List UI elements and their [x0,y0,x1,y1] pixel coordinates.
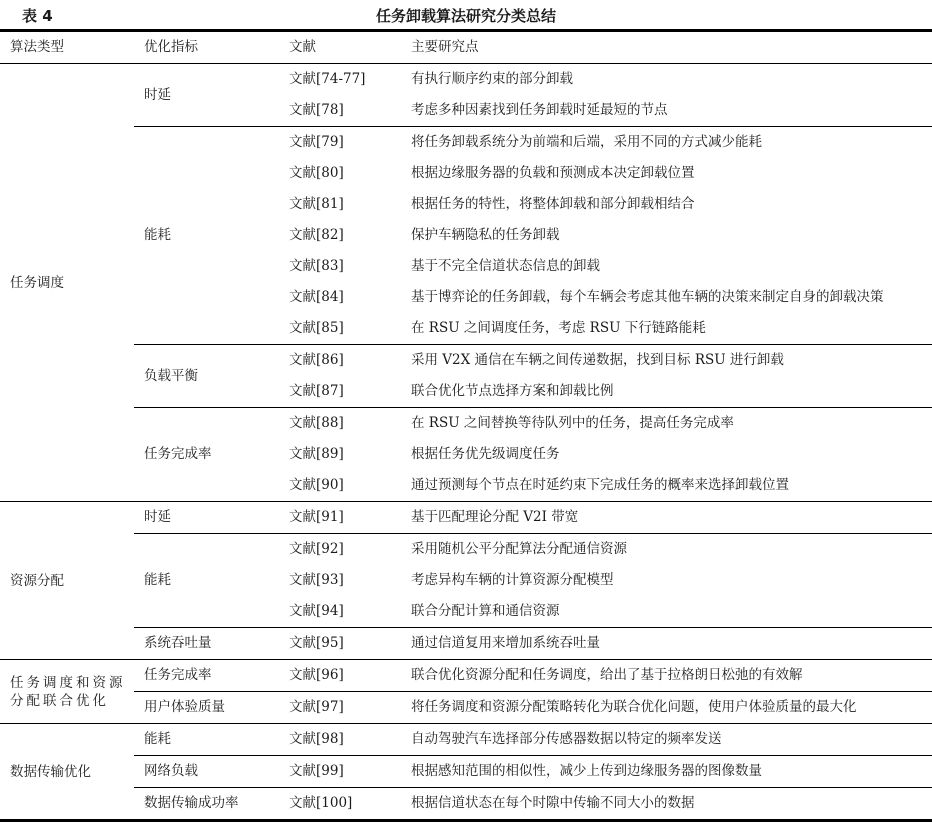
focus-cell: 通过信道复用来增加系统吞吐量 [401,628,932,660]
header-row [0,31,932,64]
reference-cell: 文献[74-77] [289,71,366,87]
focus-cell: 联合分配计算和通信资源 [411,603,560,619]
table-caption [0,0,932,28]
focus-cell: 根据边缘服务器的负载和预测成本决定卸载位置 [411,165,695,181]
category-cell: 资源分配 [0,502,134,660]
reference-cell: 文献[96] [279,660,401,692]
reference-cell: 文献[92] [279,534,401,566]
focus-cell: 基于博弈论的任务卸载，每个车辆会考虑其他车辆的决策来制定自身的卸载决策 [411,289,884,305]
reference-cell: 文献[94] [289,603,344,619]
table-row [0,127,932,159]
category-cell: 任务调度和资源分配联合优化 [0,660,134,724]
reference-cell: 文献[83] [289,258,344,274]
focus-cell: 通过预测每个节点在时延约束下完成任务的概率来选择卸载位置 [411,477,789,493]
table-title: 任务卸载算法研究分类总结 [375,7,556,25]
metric-cell: 时延 [134,502,279,534]
table-row [0,692,932,724]
summary-table [0,29,932,822]
table-row [0,345,932,377]
focus-cell: 联合优化资源分配和任务调度，给出了基于拉格朗日松弛的有效解 [401,660,932,692]
metric-cell: 数据传输成功率 [134,788,279,821]
metric-cell: 任务完成率 [134,408,279,502]
focus-cell: 基于不完全信道状态信息的卸载 [411,258,600,274]
metric-cell: 网络负载 [134,756,279,788]
metric-cell: 任务完成率 [134,660,279,692]
focus-cell: 在 RSU 之间替换等待队列中的任务，提高任务完成率 [401,408,932,440]
reference-cell: 文献[93] [289,572,344,588]
focus-cell: 根据信道状态在每个时隙中传输不同大小的数据 [401,788,932,821]
reference-cell: 文献[86] [279,345,401,377]
focus-cell: 根据感知范围的相似性，减少上传到边缘服务器的图像数量 [401,756,932,788]
metric-cell: 时延 [144,86,171,103]
table-number: 表 4 [22,7,53,25]
table-row [0,724,932,756]
reference-cell: 文献[78] [289,102,344,118]
focus-cell: 采用 V2X 通信在车辆之间传递数据，找到目标 RSU 进行卸载 [401,345,932,377]
focus-cell: 根据任务的特性，将整体卸载和部分卸载相结合 [411,196,695,212]
focus-cell: 在 RSU 之间调度任务，考虑 RSU 下行链路能耗 [411,320,706,336]
table-row [0,502,932,534]
header-reference: 文献 [279,31,401,64]
table-row [0,660,932,692]
header-focus: 主要研究点 [401,31,932,64]
reference-cell: 文献[85] [289,320,344,336]
focus-cell: 采用随机公平分配算法分配通信资源 [401,534,932,566]
reference-cell: 文献[84] [289,289,344,305]
metric-cell: 用户体验质量 [134,692,279,724]
focus-cell: 考虑异构车辆的计算资源分配模型 [411,572,614,588]
focus-cell: 考虑多种因素找到任务卸载时延最短的节点 [411,102,668,118]
header-category: 算法类型 [0,31,134,64]
focus-cell: 将任务卸载系统分为前端和后端，采用不同的方式减少能耗 [401,127,932,159]
table-row [0,534,932,566]
focus-cell: 联合优化节点选择方案和卸载比例 [411,383,614,399]
reference-cell: 文献[98] [279,724,401,756]
table-row [0,756,932,788]
table-row [0,788,932,821]
focus-cell: 有执行顺序约束的部分卸载 [411,71,573,87]
header-metric: 优化指标 [134,31,279,64]
reference-cell: 文献[90] [289,477,344,493]
reference-cell: 文献[99] [279,756,401,788]
reference-cell: 文献[100] [279,788,401,821]
reference-cell: 文献[88] [279,408,401,440]
reference-cell: 文献[80] [289,165,344,181]
reference-cell: 文献[91] [279,502,401,534]
metric-cell: 负载平衡 [134,345,279,408]
table-body [0,64,932,821]
focus-cell: 根据任务优先级调度任务 [411,446,560,462]
reference-cell: 文献[89] [289,446,344,462]
reference-cell: 文献[87] [289,383,344,399]
reference-cell: 文献[81] [289,196,344,212]
focus-cell: 将任务调度和资源分配策略转化为联合优化问题，使用户体验质量的最大化 [401,692,932,724]
metric-cell: 能耗 [134,534,279,628]
category-cell: 数据传输优化 [0,724,134,821]
metric-cell: 能耗 [134,724,279,756]
reference-cell: 文献[97] [279,692,401,724]
table-row [0,628,932,660]
focus-cell: 保护车辆隐私的任务卸载 [411,227,560,243]
table-row [0,64,932,96]
reference-cell: 文献[95] [279,628,401,660]
metric-cell: 能耗 [134,127,279,345]
reference-cell: 文献[79] [279,127,401,159]
table-row [0,408,932,440]
metric-cell: 系统吞吐量 [134,628,279,660]
focus-cell: 自动驾驶汽车选择部分传感器数据以特定的频率发送 [401,724,932,756]
category-cell: 任务调度 [10,274,64,291]
focus-cell: 基于匹配理论分配 V2I 带宽 [401,502,932,534]
reference-cell: 文献[82] [289,227,344,243]
